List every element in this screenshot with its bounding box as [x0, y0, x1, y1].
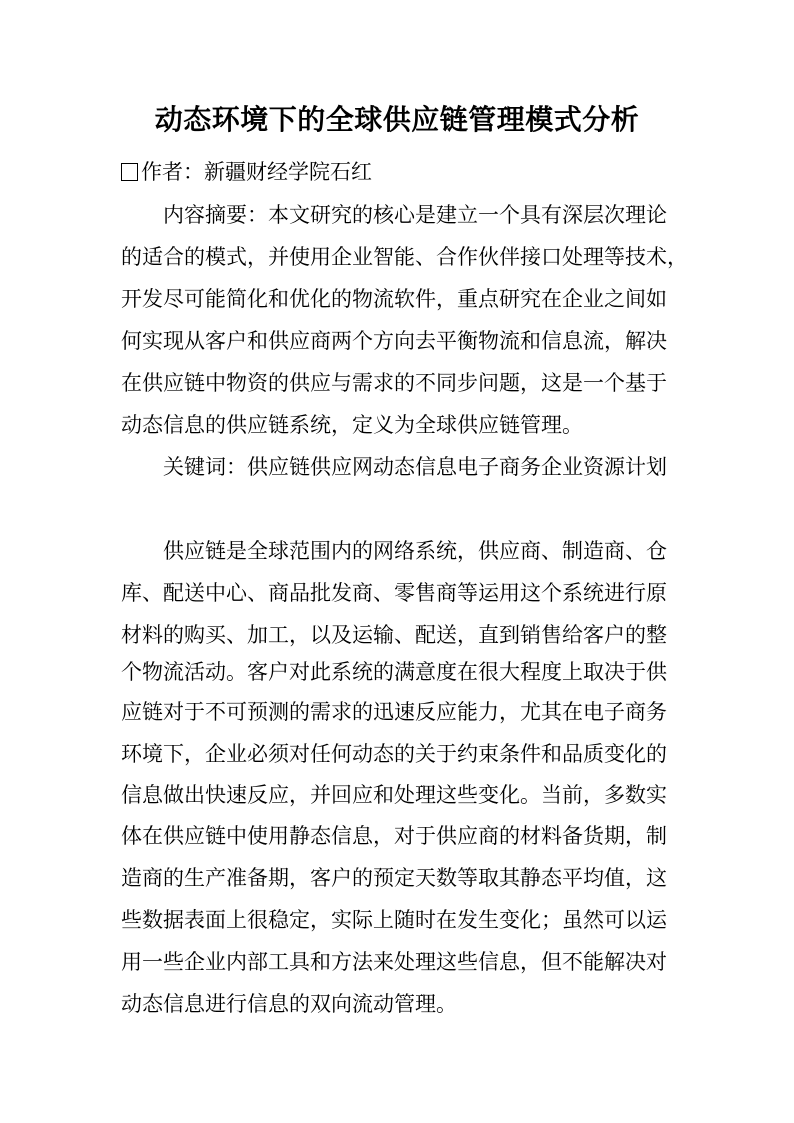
- abstract-line: 动态信息的供应链系统，定义为全球供应链管理。: [121, 413, 583, 437]
- body-line: 材料的购买、加工，以及运输、配送，直到销售给客户的整: [121, 623, 667, 647]
- body-line: 供应链是全球范围内的网络系统，供应商、制造商、仓: [163, 539, 667, 563]
- body-line: 信息做出快速反应，并回应和处理这些变化。当前，多数实: [121, 783, 667, 807]
- abstract-line: 何实现从客户和供应商两个方向去平衡物流和信息流，解决: [121, 329, 667, 353]
- keywords-line: 关键词：供应链供应网动态信息电子商务企业资源计划: [163, 455, 667, 479]
- body-line: 些数据表面上很稳定，实际上随时在发生变化；虽然可以运: [121, 908, 667, 932]
- body-line: 库、配送中心、商品批发商、零售商等运用这个系统进行原: [121, 581, 667, 605]
- checkbox-square-icon: [121, 163, 138, 181]
- body-line: 体在供应链中使用静态信息，对于供应商的材料备货期，制: [121, 824, 667, 848]
- body-line: 动态信息进行信息的双向流动管理。: [121, 992, 457, 1016]
- body-line: 用一些企业内部工具和方法来处理这些信息，但不能解决对: [121, 950, 667, 974]
- body-line: 应链对于不可预测的需求的迅速反应能力，尤其在电子商务: [121, 700, 667, 724]
- document-title: 动态环境下的全球供应链管理模式分析: [154, 103, 640, 136]
- abstract-line: 内容摘要：本文研究的核心是建立一个具有深层次理论: [163, 203, 667, 227]
- author-line: [121, 158, 372, 186]
- abstract-line: 的适合的模式，并使用企业智能、合作伙伴接口处理等技术，: [121, 245, 688, 269]
- body-line: 造商的生产准备期，客户的预定天数等取其静态平均值，这: [121, 866, 667, 890]
- body-line: 个物流活动。客户对此系统的满意度在很大程度上取决于供: [121, 660, 667, 684]
- abstract-line: 在供应链中物资的供应与需求的不同步问题，这是一个基于: [121, 371, 667, 395]
- abstract-line: 开发尽可能简化和优化的物流软件，重点研究在企业之间如: [121, 287, 667, 311]
- body-line: 环境下，企业必须对任何动态的关于约束条件和品质变化的: [121, 742, 667, 766]
- author-text: 作者：新疆财经学院石红: [141, 160, 372, 184]
